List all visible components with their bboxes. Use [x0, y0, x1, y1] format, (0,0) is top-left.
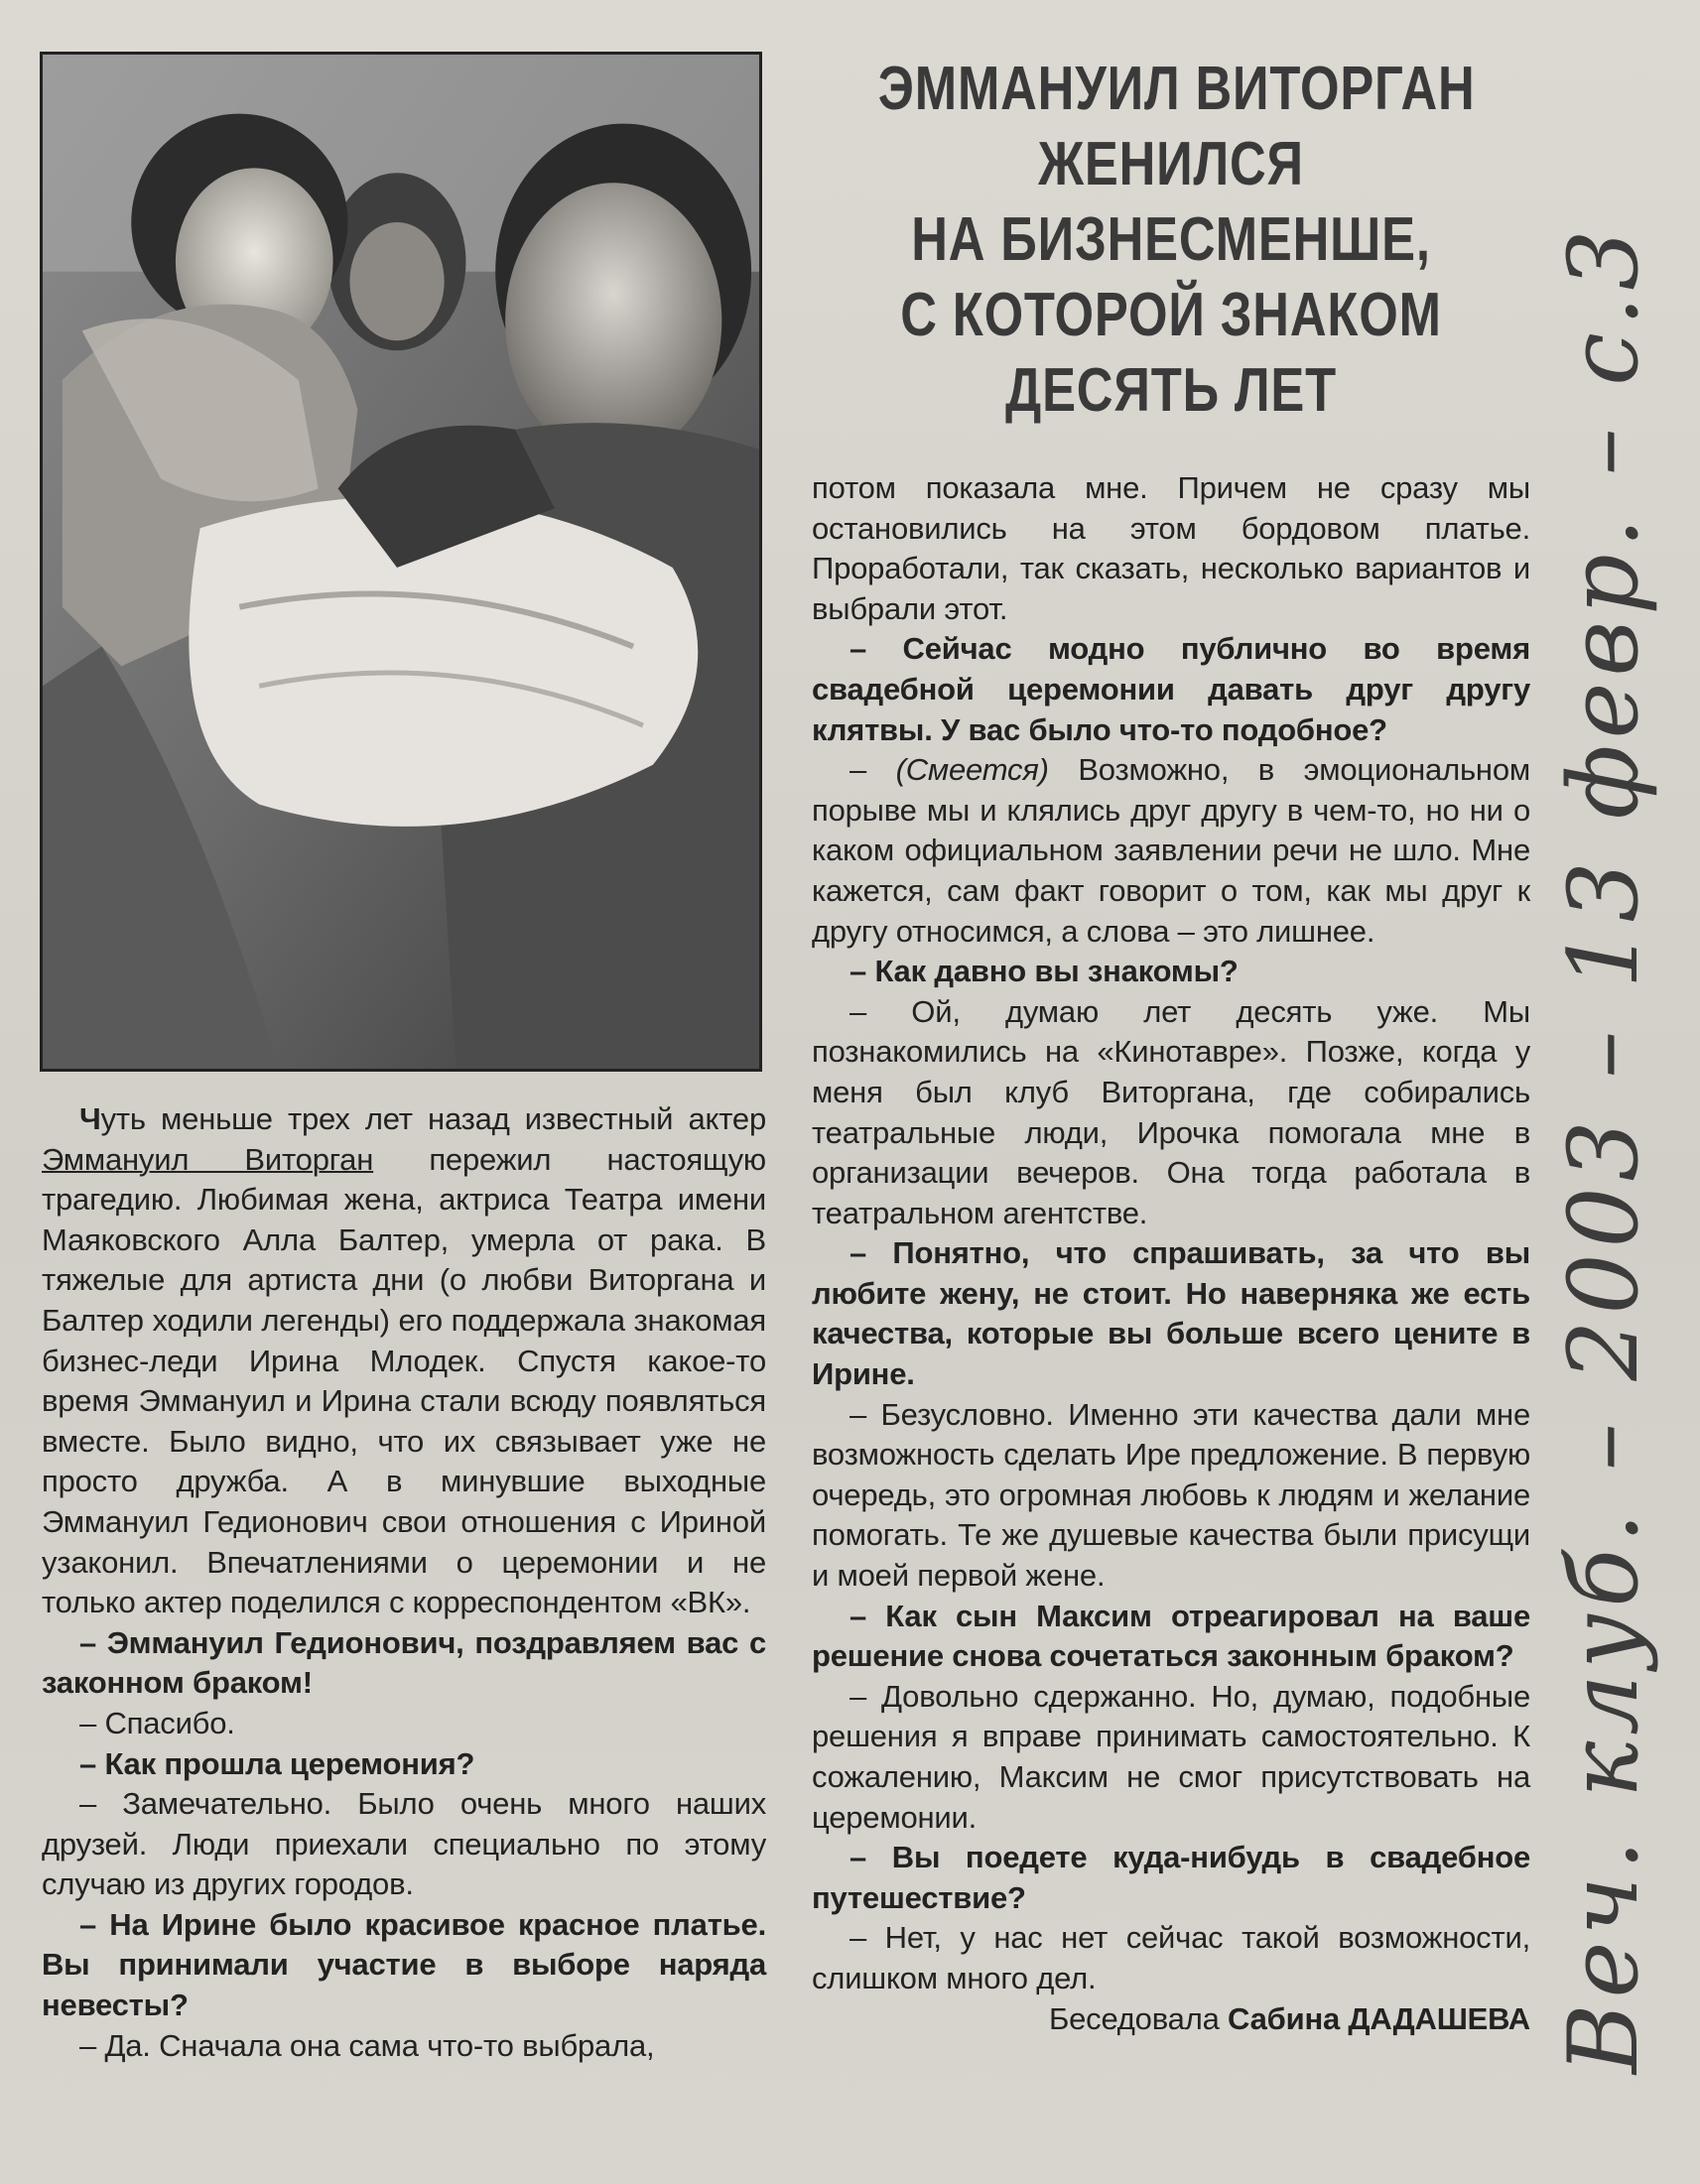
question: – Как давно вы знакомы?: [850, 954, 1239, 989]
headline-line: НА БИЗНЕСМЕНШЕ,: [911, 205, 1431, 274]
headline-line: ДЕСЯТЬ ЛЕТ: [1005, 356, 1337, 425]
lead-paragraph: [42, 1099, 766, 1623]
handwritten-source-note: Веч. клуб. – 2003 – 13 февр. – с.3: [1548, 223, 1659, 2074]
answer: – Безусловно. Именно эти качества дали мне возможность сделать Ире предложение. В первую очередь, это огромная любовь к людям и желание помогать. Те же душевые качества были присущи и моей первой жене.: [812, 1396, 1530, 1594]
question: – Понятно, что спрашивать, за что вы любите жену, не стоит. Но наверняка же есть качества, которые вы больше всего цените в Ирине.: [812, 1235, 1530, 1392]
answer: – Нет, у нас нет сейчас такой возможности, слишком много дел.: [812, 1920, 1530, 1995]
lead-text-b: пережил настоящую трагедию. Любимая жена, актриса Театра имени Маяковского Алла Балтер, умерла от рака. В тяжелые для артиста дни (о любви Виторгана и Балтер ходили легенды) его поддержала знакомая бизнес-леди Ирина Млодек. Спустя какое-то время Эммануил и Ирина стали всюду появляться вместе. Было видно, что их связывает уже не просто дружба. А в минувшие выходные Эммануил Гедионович свои отношения с Ириной узаконил. Впечатлениями о церемонии и не только актер поделился с корреспондентом «ВК».: [42, 1141, 766, 1620]
question: – Вы поедете куда-нибудь в свадебное путешествие?: [812, 1840, 1530, 1915]
headline-line: С КОТОРОЙ ЗНАКОМ: [900, 281, 1442, 349]
question: – Как прошла церемония?: [79, 1745, 475, 1781]
lead-text-a: Чуть меньше трех лет назад известный актер: [79, 1101, 766, 1136]
answer-continued: потом показала мне. Причем не сразу мы остановились на этом бордовом платье. Проработали, так сказать, несколько вариантов и выбрали этот.: [812, 470, 1530, 626]
answer: – Спасибо.: [79, 1705, 235, 1740]
answer: – Довольно сдержанно. Но, думаю, подобные решения я вправе принимать самостоятельно. К сожалению, Максим не смог присутствовать на церемонии.: [812, 1678, 1530, 1835]
left-text-column: [42, 1099, 766, 2066]
answer: – Ой, думаю лет десять уже. Мы познакомились на «Кинотавре». Позже, когда у меня был клуб Виторгана, где собирались театральные люди, Ирочка помогала мне в организации вечеров. Она тогда работала в театральном агентстве.: [812, 993, 1530, 1230]
question: – Как сын Максим отреагировал на ваше решение снова сочетаться законным браком?: [812, 1598, 1530, 1674]
question: – Сейчас модно публично во время свадебной церемонии давать друг другу клятвы. У вас было что-то подобное?: [812, 631, 1530, 747]
byline-label: Беседовала: [1048, 2000, 1220, 2036]
photo-illustration: [43, 55, 759, 1069]
headline-line: ЭММАНУИЛ ВИТОРГАН: [877, 55, 1476, 123]
question: – На Ирине было красивое красное платье. Вы принимали участие в выборе наряда невесты?: [42, 1906, 766, 2023]
headline-line: ЖЕНИЛСЯ: [1038, 130, 1304, 198]
answer: [812, 750, 1530, 952]
actor-name: Эммануил Виторган: [42, 1141, 374, 1177]
answer-text: Возможно, в эмоциональном порыве мы и клялись друг другу в чем-то, но ни о каком официальном заявлении речи не шло. Мне кажется, сам факт говорит о том, как мы друг к другу относимся, а слова – это лишнее.: [812, 752, 1530, 949]
byline: [812, 1999, 1530, 2040]
question: – Эммануил Гедионович, поздравляем вас с законном браком!: [42, 1624, 766, 1701]
article-photo: [40, 52, 762, 1072]
article-headline: [877, 52, 1476, 429]
answer: – Да. Сначала она сама что-то выбрала,: [79, 2027, 655, 2063]
byline-author: Сабина ДАДАШЕВА: [1228, 2000, 1530, 2036]
right-text-column: [812, 468, 1530, 2039]
answer-dash: –: [850, 752, 896, 788]
answer: – Замечательно. Было очень много наших друзей. Люди приехали специально по этому случаю из других городов.: [42, 1786, 766, 1902]
stage-direction: (Смеется): [895, 752, 1049, 788]
